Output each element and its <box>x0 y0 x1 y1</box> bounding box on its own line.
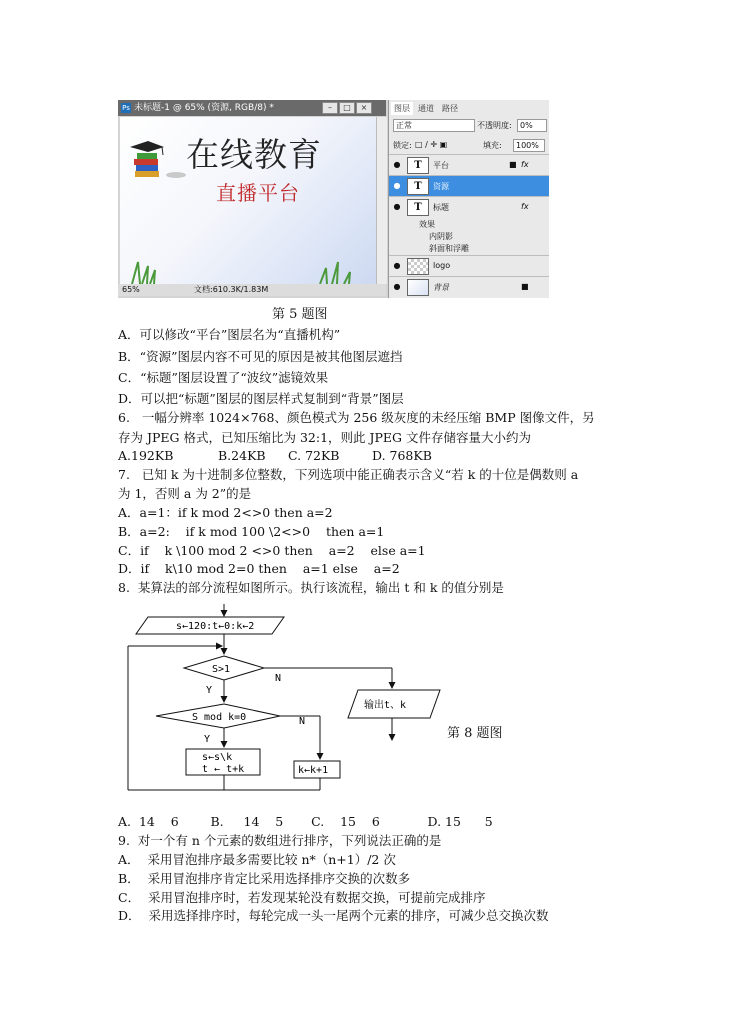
layer-resource[interactable] <box>389 175 549 196</box>
status-bar <box>118 284 386 296</box>
q7-option-a: A．a=1：if k mod 2<>0 then a=2 <box>118 505 333 520</box>
opacity-label: 不透明度: <box>477 121 512 130</box>
eye-icon[interactable]: ● <box>393 181 401 190</box>
flow-op1b-text: t ← t+k <box>202 764 245 775</box>
q9-option-d: D． 采用选择排序时，每轮完成一头一尾两个元素的排序，可减少总交换次数 <box>118 908 549 923</box>
q7-stem-1: 7. 已知 k 为十进制多位整数，下列选项中能正确表示含义“若 k 的十位是偶数则 a <box>118 467 579 482</box>
q7-option-b: B．a=2: if k mod 100 \2<>0 then a=1 <box>118 524 385 539</box>
layer-name: 标题 <box>433 203 449 212</box>
flow-output-text: 输出t、k <box>364 700 407 711</box>
blend-mode-select[interactable]: 正常 <box>393 119 475 132</box>
flow-y1-label: Y <box>206 685 213 696</box>
minimize-icon[interactable]: – <box>322 102 338 114</box>
layer-name: 背景 <box>433 283 449 292</box>
fx-icon: fx <box>521 160 529 169</box>
tab-layers[interactable]: 图层 <box>391 102 413 115</box>
q8-options: A. 14 6 B. 14 5 C. 15 6 D. 15 5 <box>118 814 493 829</box>
q6-option-a: A.192KB <box>118 448 174 463</box>
vertical-scrollbar[interactable] <box>376 117 387 284</box>
q7-option-d: D．if k\10 mod 2=0 then a=1 else a=2 <box>118 561 400 576</box>
eye-icon[interactable]: ● <box>393 160 401 169</box>
layer-name: logo <box>433 261 451 270</box>
layer-platform[interactable] <box>389 154 549 175</box>
lock-row <box>391 138 547 152</box>
fill-label: 填充: <box>483 141 502 150</box>
text-layer-icon: T <box>407 178 429 195</box>
layers-panel <box>388 100 549 298</box>
flow-op1a-text: s←s\k <box>202 752 233 763</box>
q6-stem-1: 6. 一幅分辨率 1024×768、颜色模式为 256 级灰度的未经压缩 BMP 图像文件，另 <box>118 410 595 425</box>
flow-init-text: s←120:t←0:k←2 <box>176 621 255 632</box>
document-title: 未标题-1 @ 65% (资源, RGB/8) * <box>134 103 274 113</box>
q6-stem-2: 存为 JPEG 格式，已知压缩比为 32:1，则此 JPEG 文件存储容量大小约为 <box>118 430 532 445</box>
effects-label: 效果 <box>419 220 435 229</box>
layer-background[interactable] <box>389 276 549 297</box>
photoshop-icon: Ps <box>122 103 130 112</box>
layer-name: 资源 <box>433 182 449 191</box>
figure-5-caption: 第 5 题图 <box>272 307 328 322</box>
effect-bevel-emboss[interactable]: 斜面和浮雕 <box>429 244 469 253</box>
lock-icons[interactable]: □ ∕ ✛ ▣ <box>415 140 448 149</box>
figure-8-caption: 第 8 题图 <box>447 726 503 741</box>
q6-option-c: C. 72KB <box>288 448 340 463</box>
transparent-thumb <box>407 258 429 275</box>
image-canvas[interactable] <box>120 117 376 284</box>
fx-icon: fx <box>521 202 529 211</box>
flowchart <box>118 604 538 804</box>
document-title-bar <box>118 100 386 116</box>
layer-logo[interactable] <box>389 255 549 276</box>
maximize-icon[interactable]: □ <box>339 102 355 114</box>
fill-input[interactable]: 100% <box>513 139 545 152</box>
text-layer-icon: T <box>407 157 429 174</box>
q9-option-c: C． 采用冒泡排序时，若发现某轮没有数据交换，可提前完成排序 <box>118 890 486 905</box>
canvas-subtitle: 直播平台 <box>216 181 300 205</box>
books-logo-icon <box>128 139 190 183</box>
flow-cond1-text: S>1 <box>212 664 231 675</box>
layer-title[interactable] <box>389 196 549 255</box>
q6-option-d: D. 768KB <box>372 448 432 463</box>
text-layer-icon: T <box>407 199 429 216</box>
q6-option-b: B.24KB <box>218 448 266 463</box>
blend-row <box>391 118 547 132</box>
flow-op2-text: k←k+1 <box>298 765 329 776</box>
background-thumb <box>407 279 429 296</box>
layer-name: 平台 <box>433 161 449 170</box>
q5-option-c: C．“标题”图层设置了“波纹”滤镜效果 <box>118 370 329 385</box>
q5-option-a: A．可以修改“平台”图层名为“直播机构” <box>118 327 341 342</box>
q8-stem: 8. 某算法的部分流程如图所示。执行该流程，输出 t 和 k 的值分别是 <box>118 580 504 595</box>
q5-option-b: B．“资源”图层内容不可见的原因是被其他图层遮挡 <box>118 349 403 364</box>
tab-paths[interactable]: 路径 <box>442 104 458 113</box>
flow-n1-label: N <box>275 673 282 684</box>
q7-stem-2: 为 1，否则 a 为 2”的是 <box>118 486 252 501</box>
flow-cond2-text: S mod k=0 <box>192 712 247 723</box>
q5-option-d: D．可以把“标题”图层的图层样式复制到“背景”图层 <box>118 391 404 406</box>
flow-n2-label: N <box>299 716 306 727</box>
lock-label: 锁定: <box>393 141 412 150</box>
q9-option-a: A． 采用冒泡排序最多需要比较 n*（n+1）/2 次 <box>118 852 396 867</box>
eye-icon[interactable]: ● <box>393 261 401 270</box>
zoom-level[interactable]: 65% <box>122 285 140 294</box>
q7-option-c: C．if k \100 mod 2 <>0 then a=2 else a=1 <box>118 543 426 558</box>
q9-stem: 9. 对一个有 n 个元素的数组进行排序，下列说法正确的是 <box>118 833 442 848</box>
flow-y2-label: Y <box>204 734 211 745</box>
close-icon[interactable]: × <box>356 102 372 114</box>
lock-icon: ■ <box>521 282 529 291</box>
lock-icon: ■ <box>509 160 517 169</box>
opacity-input[interactable]: 0% <box>517 119 547 132</box>
eye-icon[interactable]: ● <box>393 202 401 211</box>
grass-decoration <box>120 232 376 284</box>
q9-option-b: B． 采用冒泡排序肯定比采用选择排序交换的次数多 <box>118 871 411 886</box>
tab-channels[interactable]: 通道 <box>418 104 434 113</box>
photoshop-screenshot <box>118 100 548 298</box>
canvas-title: 在线教育 <box>186 135 322 174</box>
effect-inner-shadow[interactable]: 内阴影 <box>429 232 453 241</box>
eye-icon[interactable]: ● <box>393 282 401 291</box>
file-info: 文档:610.3K/1.83M <box>194 285 269 294</box>
